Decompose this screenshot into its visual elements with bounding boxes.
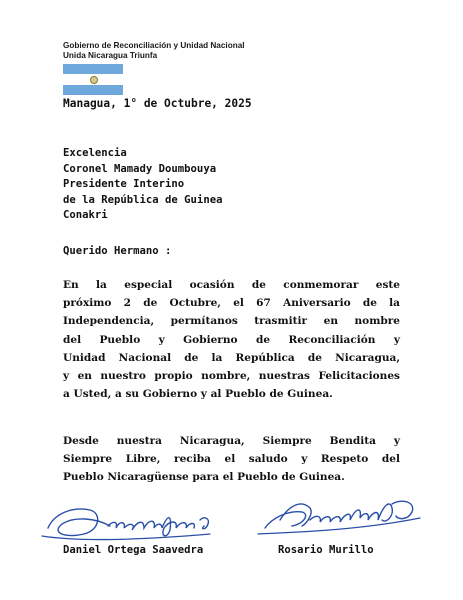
recipient-block — [63, 146, 222, 224]
body-line: En la especial ocasión de conmemorar este — [63, 279, 400, 291]
body-line: Independencia, permítanos trasmitir en nombre — [63, 315, 400, 328]
signature-rosario-murillo-underline — [258, 518, 420, 534]
recipient-line: Conakri — [63, 209, 108, 221]
signer-name-daniel-ortega: Daniel Ortega Saavedra — [63, 544, 204, 556]
flag-bottom-band — [63, 85, 123, 95]
body-line: Desde nuestra Nicaragua, Siempre Bendita y — [63, 435, 400, 447]
flag-middle-band — [63, 74, 123, 84]
letterhead-slogan: Unida Nicaragua Triunfa — [63, 51, 158, 60]
body-paragraph-2 — [63, 432, 400, 487]
body-line: Unidad Nacional de la República de Nicaragua, — [63, 351, 400, 364]
body-line: Siempre Libre, reciba el saludo y Respeto del — [63, 453, 400, 466]
recipient-line: Coronel Mamady Doumbouya — [63, 162, 217, 175]
letterhead-government-name: Gobierno de Reconciliación y Unidad Nacional — [63, 41, 245, 50]
signature-rosario-murillo — [265, 501, 413, 528]
body-line: a Usted, a su Gobierno y al Pueblo de Guinea. — [63, 388, 333, 401]
signature-daniel-ortega — [48, 509, 208, 536]
body-line: y en nuestro propio nombre, nuestras Felicitaciones — [63, 370, 400, 383]
flag-top-band — [63, 64, 123, 74]
salutation: Querido Hermano : — [63, 245, 172, 257]
body-paragraph-1 — [63, 276, 400, 403]
flag-emblem-icon — [90, 76, 98, 84]
body-line: Pueblo Nicaragüense para el Pueblo de Guinea. — [63, 471, 345, 484]
body-line: del Pueblo y Gobierno de Reconciliación y — [63, 333, 400, 346]
recipient-line: de la República de Guinea — [63, 193, 223, 206]
recipient-line: Excelencia — [63, 147, 127, 159]
nicaragua-flag-icon — [63, 64, 123, 95]
recipient-line: Presidente Interino — [63, 178, 185, 190]
letterhead — [63, 41, 245, 61]
letter-date: Managua, 1° de Octubre, 2025 — [63, 97, 252, 110]
body-line: próximo 2 de Octubre, el 67 Aniversario de la — [63, 297, 400, 310]
signer-name-rosario-murillo: Rosario Murillo — [278, 544, 374, 556]
